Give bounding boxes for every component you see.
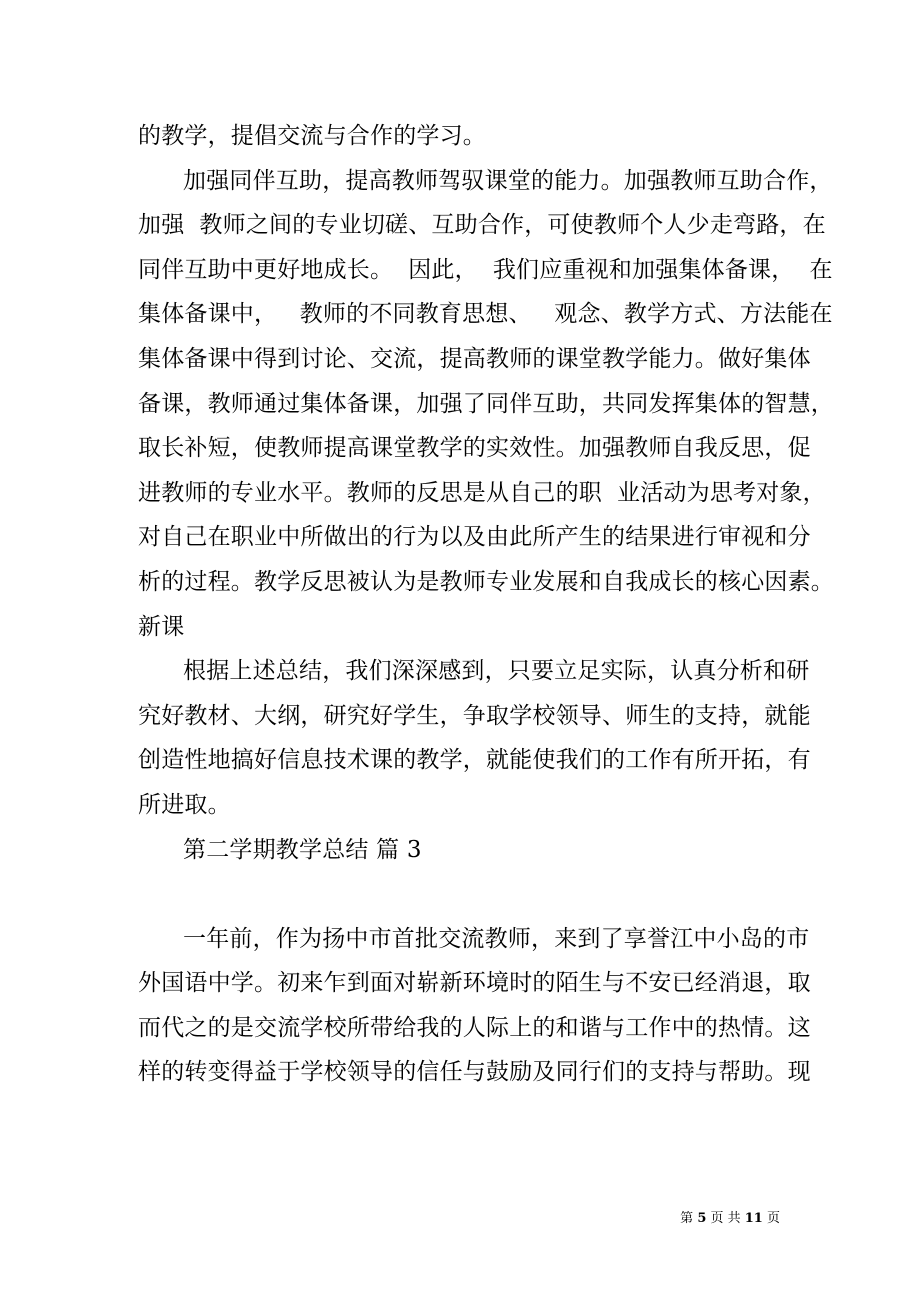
text-line: 根据上述总结，我们深深感到，只要立足实际，认真分析和研 <box>183 658 810 685</box>
section-heading: 第二学期教学总结 篇 3 <box>183 836 422 863</box>
text-line: 所进取。 <box>138 791 231 818</box>
text-line: 的教学，提倡交流与合作的学习。 <box>138 123 486 149</box>
text-line: 一年前，作为扬中市首批交流教师，来到了享誉江中小岛的市 <box>183 925 810 952</box>
paragraph-1 <box>138 114 788 159</box>
text-line: 加强同伴互助，提高教师驾驭课堂的能力。加强教师互助合作， <box>183 167 833 194</box>
text-line: 同伴互助中更好地成长。 因此， 我们应重视和加强集体备课， 在 <box>138 256 833 283</box>
text-line: 外国语中学。初来乍到面对崭新环境时的陌生与不安已经消退，取 <box>138 970 811 997</box>
footer-prefix: 第 <box>680 1211 698 1226</box>
text-line: 而代之的是交流学校所带给我的人际上的和谐与工作中的热情。这 <box>138 1014 811 1041</box>
text-line: 集体备课中， 教师的不同教育思想、 观念、教学方式、方法能在 <box>138 301 833 328</box>
text-line: 集体备课中得到讨论、交流，提高教师的课堂教学能力。做好集体 <box>138 345 811 372</box>
footer-suffix: 页 <box>762 1211 780 1226</box>
text-line: 样的转变得益于学校领导的信任与鼓励及同行们的支持与帮助。现 <box>138 1059 811 1086</box>
blank-line <box>138 872 788 917</box>
total-pages-number: 11 <box>744 1211 763 1226</box>
paragraph-2 <box>138 159 834 650</box>
footer-middle: 页 共 <box>706 1211 745 1226</box>
text-line: 究好教材、大纲，研究好学生，争取学校领导、师生的支持，就能 <box>138 702 811 729</box>
current-page-number: 5 <box>697 1211 707 1226</box>
text-line: 新课 <box>138 613 185 640</box>
text-line: 备课，教师通过集体备课，加强了同伴互助，共同发挥集体的智慧， <box>138 390 834 417</box>
text-line: 析的过程。教学反思被认为是教师专业发展和自我成长的核心因素。 <box>138 568 834 595</box>
page-number-indicator <box>680 1207 780 1226</box>
text-line: 加强 教师之间的专业切磋、互助合作，可使教师个人少走弯路，在 <box>138 212 826 239</box>
text-line: 进教师的专业水平。教师的反思是从自己的职 业活动为思考对象， <box>138 479 826 506</box>
text-line: 创造性地搞好信息技术课的教学，就能使我们的工作有所开拓，有 <box>138 747 811 774</box>
text-line: 对自己在职业中所做出的行为以及由此所产生的结果进行审视和分 <box>138 524 811 551</box>
text-line: 取长补短，使教师提高课堂教学的实效性。加强教师自我反思，促 <box>138 435 811 462</box>
paragraph-4 <box>138 917 811 1095</box>
document-body <box>138 114 834 1095</box>
paragraph-3 <box>138 649 811 827</box>
